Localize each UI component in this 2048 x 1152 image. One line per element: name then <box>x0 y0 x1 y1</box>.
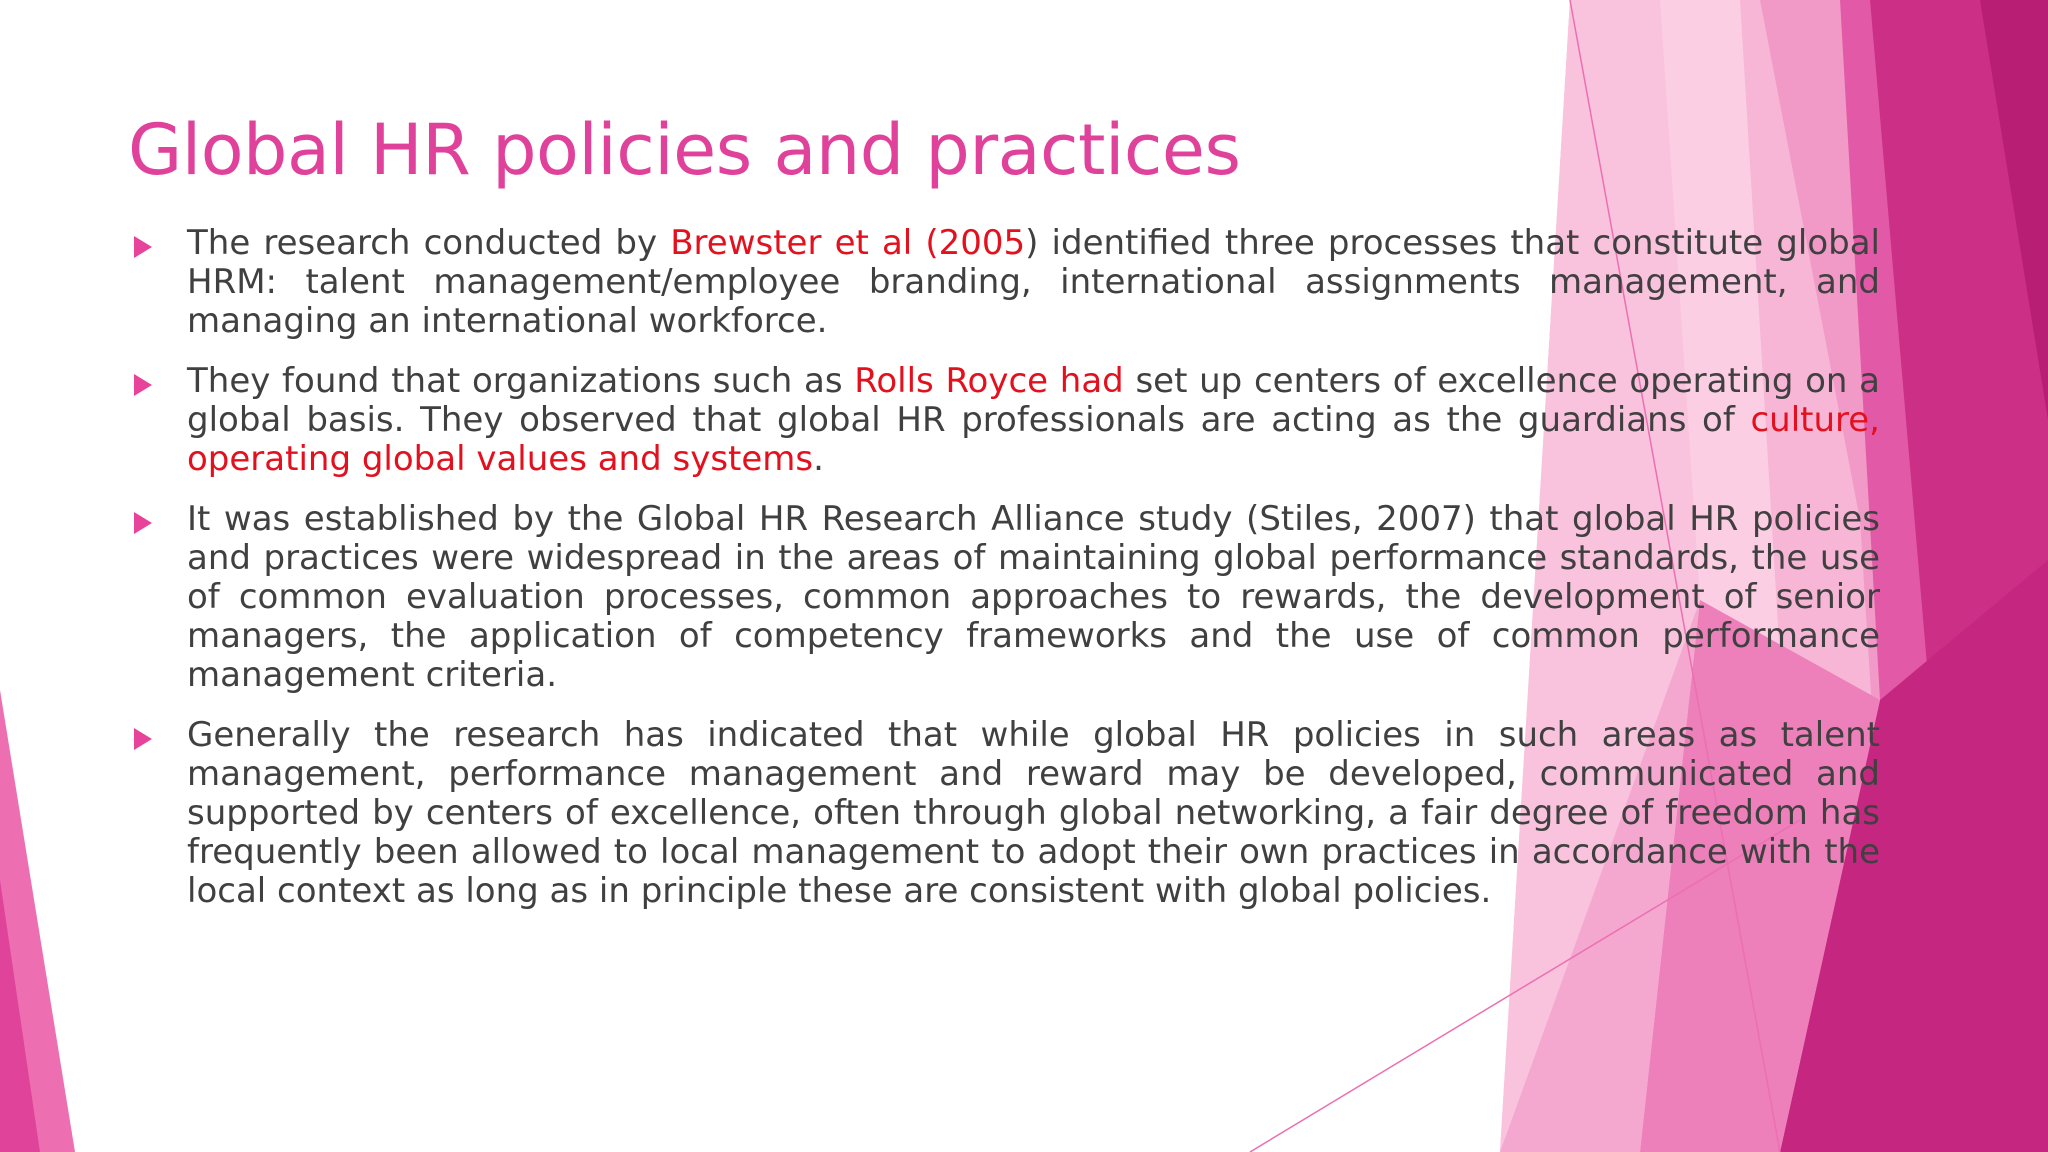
triangle-bullet-icon <box>134 374 152 396</box>
bullet-text: It was established by the Global HR Research Alliance study (Stiles, 2007) that global HR policies and practices were widespread in the areas of maintaining global performance standards, the use of common evaluation processes, common approaches to rewards, the development of senior managers, the application of competency frameworks and the use of common performance management criteria. <box>187 499 1880 695</box>
triangle-bullet-icon <box>134 236 152 258</box>
bullet-item <box>130 500 1880 695</box>
bullet-text: set up centers of excellence operating on a global basis. They observed that global HR professionals are acting as the guardians of <box>187 361 1880 440</box>
bullet-item <box>130 224 1880 341</box>
bullet-text: Generally the research has indicated that while global HR policies in such areas as talent management, performance management and reward may be developed, communicated and supported by centers of excellence, often through global networking, a fair degree of freedom has frequently been allowed to local management to adopt their own practices in accordance with the local context as long as in principle these are consistent with global policies. <box>187 715 1880 911</box>
bullet-text: They found that organizations such as <box>187 361 855 401</box>
bullet-item <box>130 716 1880 911</box>
bullet-text: ) identified three processes that constitute global HRM: talent management/employee branding, international assignments management, and managing an international workforce. <box>187 223 1880 341</box>
triangle-bullet-icon <box>134 512 152 534</box>
highlighted-text: culture, operating global values and systems <box>187 400 1880 479</box>
bullet-list <box>130 224 1880 932</box>
bullet-text: The research conducted by <box>187 223 671 263</box>
bullet-text: . <box>813 439 824 479</box>
highlighted-text: Brewster et al (2005 <box>670 223 1026 263</box>
triangle-bullet-icon <box>134 728 152 750</box>
bullet-item <box>130 362 1880 479</box>
slide-title: Global HR policies and practices <box>128 109 1241 191</box>
highlighted-text: Rolls Royce had <box>854 361 1124 401</box>
